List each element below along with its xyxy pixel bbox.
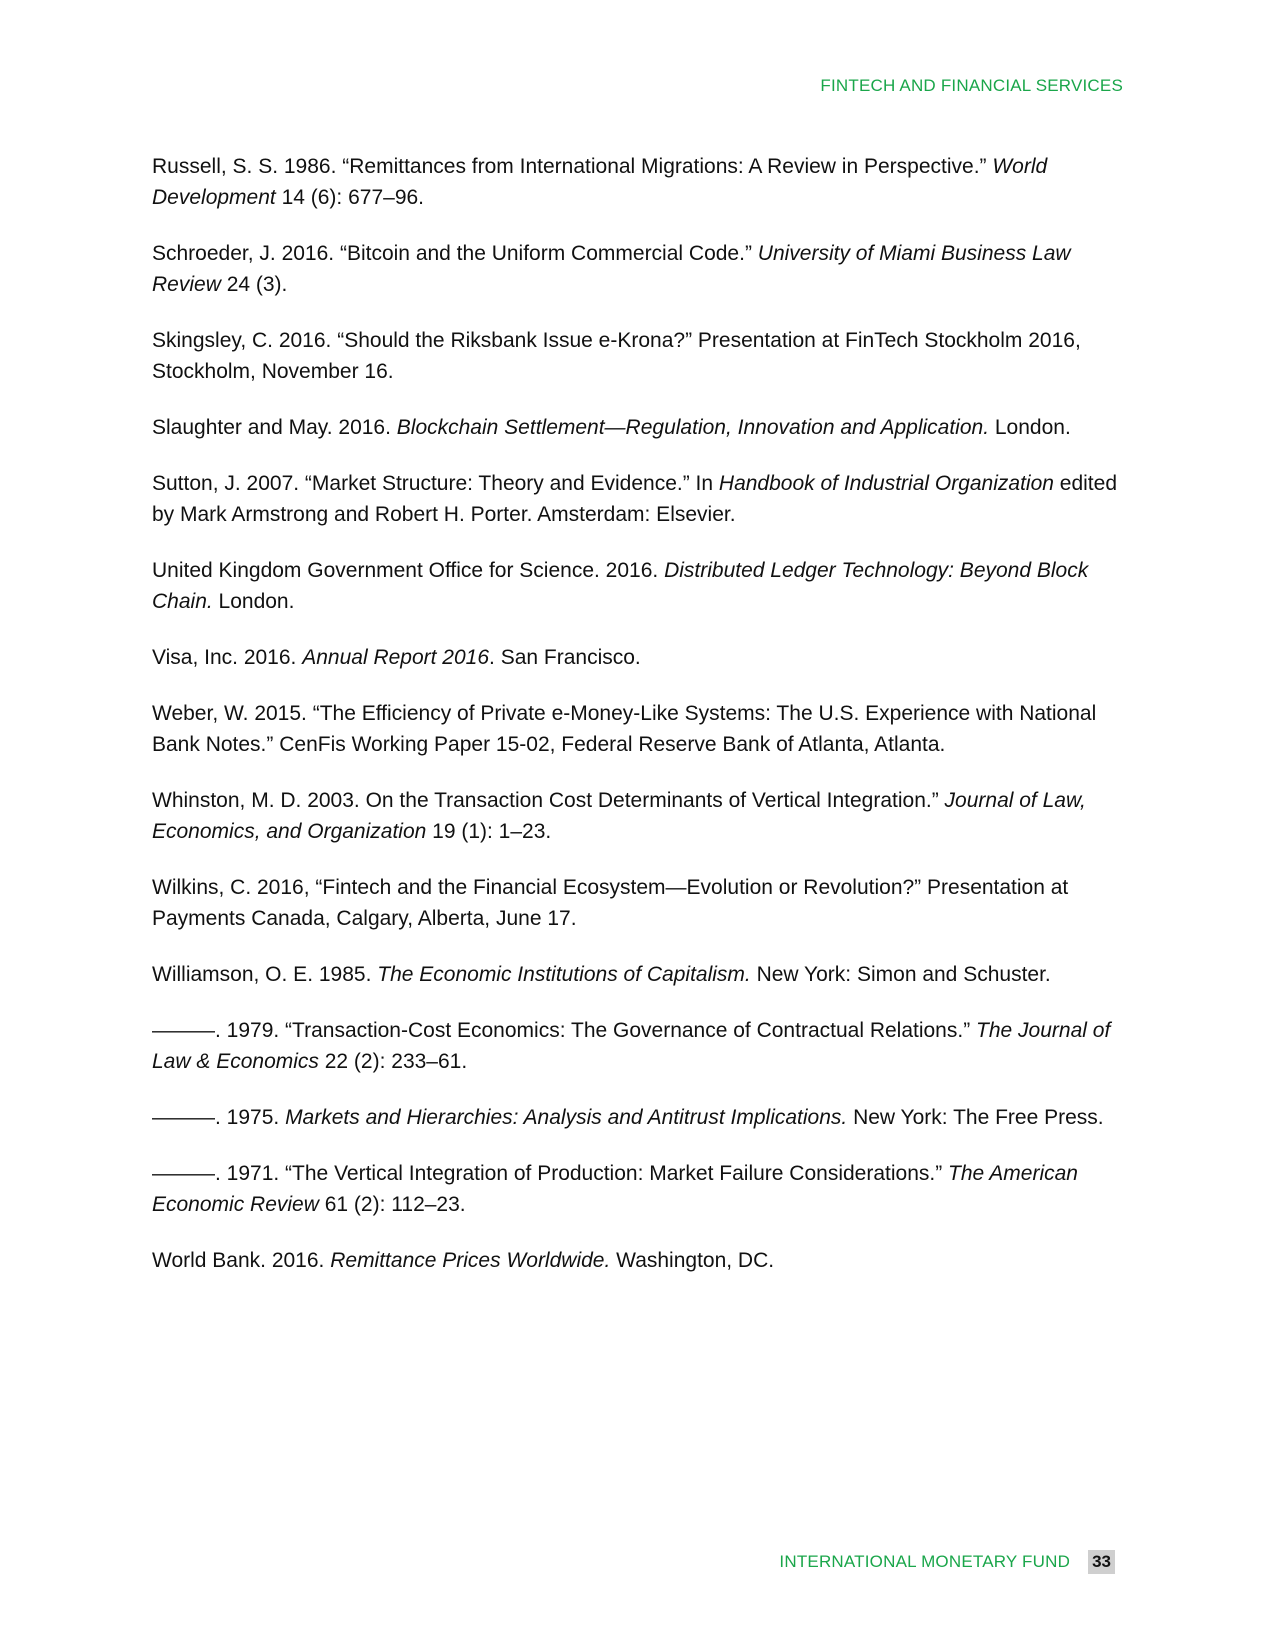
- reference-item: [152, 1245, 1122, 1276]
- reference-text: Williamson, O. E. 1985.: [152, 963, 378, 986]
- reference-text: ———. 1979. “Transaction-Cost Economics: The Governance of Contractual Relations.”: [152, 1019, 977, 1042]
- reference-item: [152, 785, 1122, 847]
- reference-item: [152, 151, 1122, 213]
- reference-text: Sutton, J. 2007. “Market Structure: Theory and Evidence.” In: [152, 472, 719, 495]
- reference-source-title: The Journal of Law & Economics: [152, 1019, 1111, 1073]
- reference-text-tail: Washington, DC.: [610, 1249, 775, 1272]
- reference-text-tail: 19 (1): 1–23.: [426, 820, 552, 843]
- reference-text-tail: 61 (2): 112–23.: [318, 1193, 466, 1216]
- reference-text: World Bank. 2016.: [152, 1249, 331, 1272]
- reference-text: Wilkins, C. 2016, “Fintech and the Financial Ecosystem—Evolution or Revolution?” Presentation at Payments Canada, Calgary, Alberta, June 17.: [152, 876, 1069, 930]
- reference-item: [152, 555, 1122, 617]
- page-number: 33: [1088, 1550, 1115, 1574]
- reference-item: [152, 412, 1122, 443]
- reference-source-title: The Economic Institutions of Capitalism.: [377, 963, 751, 986]
- reference-text-tail: London.: [989, 416, 1071, 439]
- reference-text: Weber, W. 2015. “The Efficiency of Private e-Money-Like Systems: The U.S. Experience with National Bank Notes.” CenFis Working Paper 15-02, Federal Reserve Bank of Atlanta, Atlanta.: [152, 702, 1097, 756]
- reference-text: Visa, Inc. 2016.: [152, 646, 303, 669]
- reference-source-title: University of Miami Business Law Review: [152, 242, 1071, 296]
- reference-text-tail: 22 (2): 233–61.: [318, 1050, 468, 1073]
- reference-item: [152, 325, 1122, 387]
- reference-text: Russell, S. S. 1986. “Remittances from International Migrations: A Review in Perspective.”: [152, 155, 993, 178]
- reference-source-title: Markets and Hierarchies: Analysis and Antitrust Implications.: [285, 1106, 848, 1129]
- reference-text: Schroeder, J. 2016. “Bitcoin and the Uniform Commercial Code.”: [152, 242, 758, 265]
- page-footer: [779, 1550, 1115, 1574]
- reference-text: Skingsley, C. 2016. “Should the Riksbank Issue e-Krona?” Presentation at FinTech Stockholm 2016, Stockholm, November 16.: [152, 329, 1081, 383]
- reference-text: Slaughter and May. 2016.: [152, 416, 397, 439]
- reference-text-tail: 24 (3).: [220, 273, 288, 296]
- reference-item: [152, 468, 1122, 530]
- reference-item: [152, 959, 1122, 990]
- reference-item: [152, 1102, 1122, 1133]
- reference-source-title: Journal of Law, Economics, and Organization: [152, 789, 1086, 843]
- reference-source-title: Annual Report 2016: [302, 646, 490, 669]
- reference-text-tail: . San Francisco.: [489, 646, 641, 669]
- reference-text-tail: New York: Simon and Schuster.: [750, 963, 1051, 986]
- reference-item: [152, 872, 1122, 934]
- reference-text: Whinston, M. D. 2003. On the Transaction Cost Determinants of Vertical Integration.”: [152, 789, 945, 812]
- reference-item: [152, 238, 1122, 300]
- running-header: FINTECH AND FINANCIAL SERVICES: [820, 76, 1123, 95]
- reference-item: [152, 642, 1122, 673]
- reference-source-title: Remittance Prices Worldwide.: [330, 1249, 611, 1272]
- reference-list: [152, 151, 1122, 1301]
- reference-text-tail: edited by Mark Armstrong and Robert H. Porter. Amsterdam: Elsevier.: [152, 472, 1118, 526]
- reference-text-tail: 14 (6): 677–96.: [275, 186, 425, 209]
- reference-source-title: Distributed Ledger Technology: Beyond Block Chain.: [152, 559, 1089, 613]
- reference-source-title: Blockchain Settlement—Regulation, Innovation and Application.: [396, 416, 990, 439]
- reference-item: [152, 1015, 1122, 1077]
- reference-source-title: The American Economic Review: [152, 1162, 1078, 1216]
- reference-text: ———. 1975.: [152, 1106, 286, 1129]
- reference-source-title: Handbook of Industrial Organization: [718, 472, 1054, 495]
- reference-item: [152, 698, 1122, 760]
- reference-text-tail: New York: The Free Press.: [847, 1106, 1104, 1129]
- reference-source-title: World Development: [152, 155, 1048, 209]
- publisher-name: INTERNATIONAL MONETARY FUND: [779, 1552, 1071, 1571]
- reference-text: United Kingdom Government Office for Science. 2016.: [152, 559, 665, 582]
- reference-item: [152, 1158, 1122, 1220]
- reference-text: ———. 1971. “The Vertical Integration of Production: Market Failure Considerations.”: [152, 1162, 949, 1185]
- reference-text-tail: London.: [212, 590, 295, 613]
